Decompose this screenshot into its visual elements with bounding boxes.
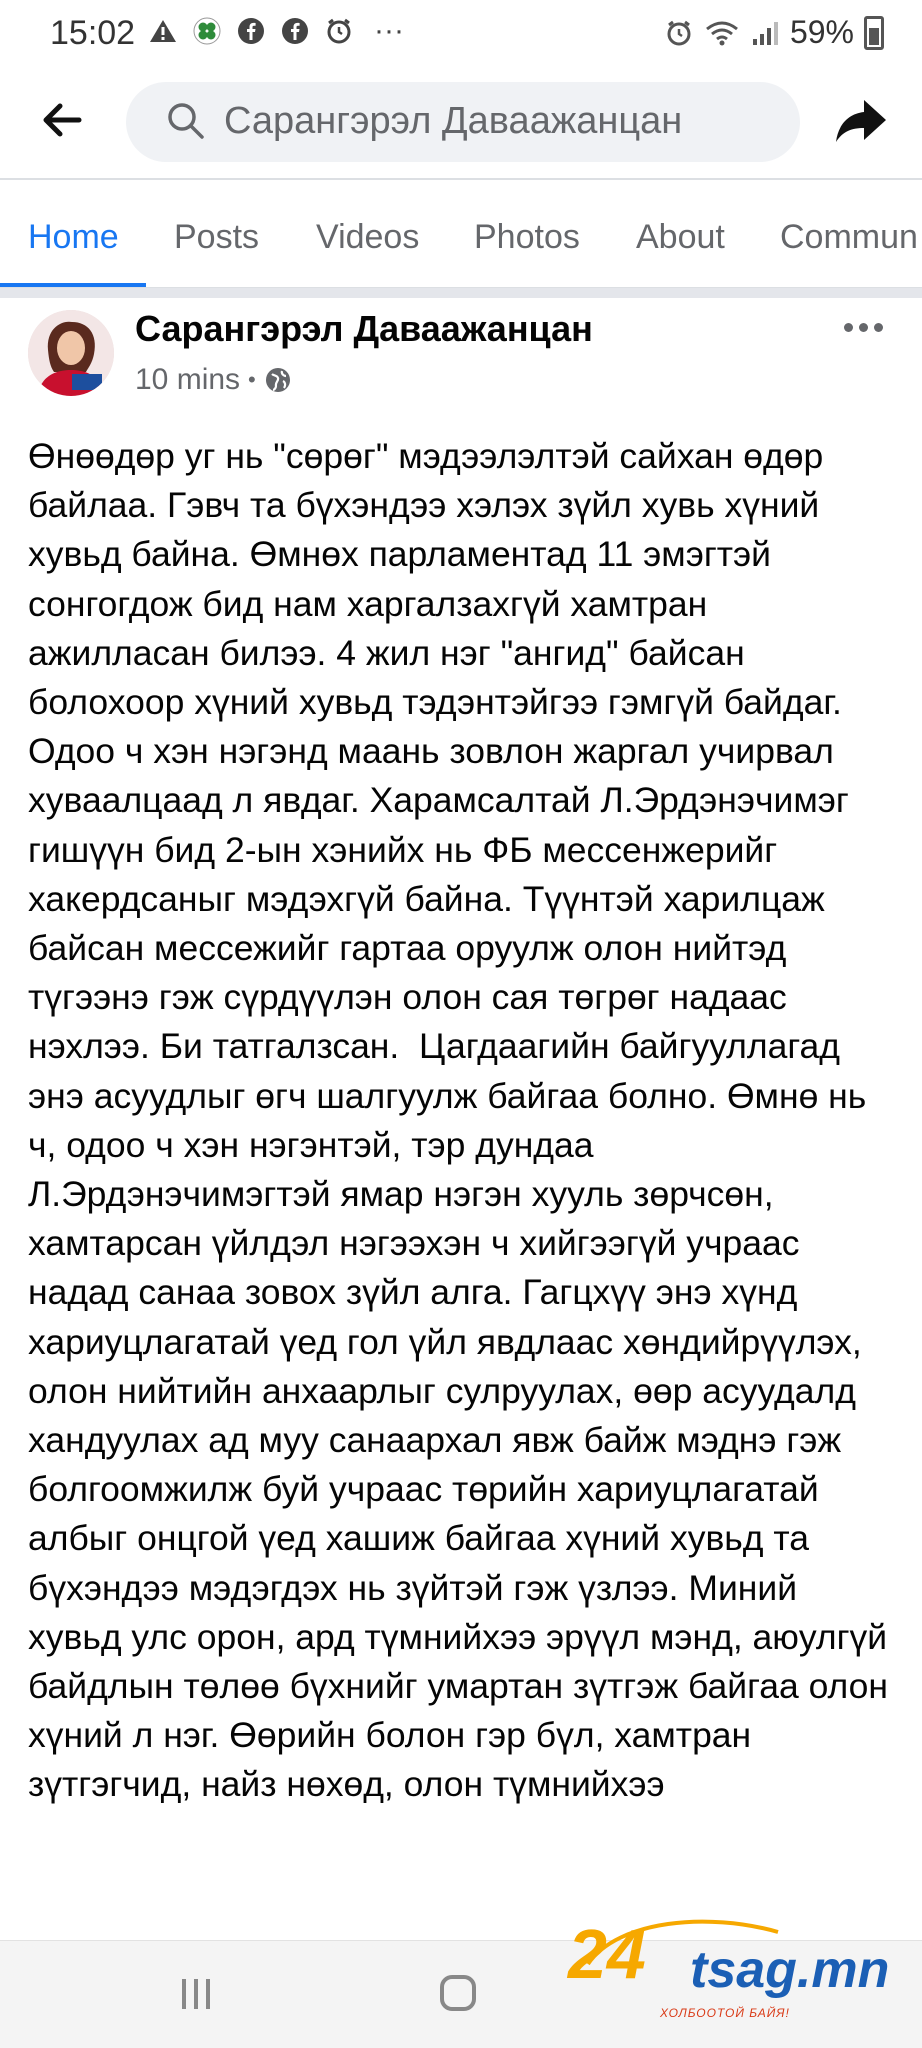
post-body <box>28 432 898 1950</box>
clover-app-icon <box>192 14 222 48</box>
alarm-icon <box>324 14 354 48</box>
watermark-logo <box>558 1912 888 2032</box>
tab-community[interactable]: Commun <box>780 218 918 256</box>
tab-about[interactable]: About <box>636 218 725 256</box>
post-meta <box>135 363 292 397</box>
system-icons <box>664 14 884 51</box>
share-arrow-icon <box>834 98 888 146</box>
facebook-icon <box>280 14 310 48</box>
more-dot <box>874 323 883 332</box>
more-notifications: ··· <box>374 14 404 47</box>
post-author[interactable]: Сарангэрэл Даваажанцан <box>135 308 593 349</box>
tab-photos[interactable]: Photos <box>474 218 580 256</box>
avatar[interactable] <box>28 310 114 396</box>
tab-home[interactable]: Home <box>28 218 119 256</box>
share-button[interactable] <box>834 98 888 146</box>
meta-separator: • <box>248 367 256 392</box>
wifi-icon <box>704 16 740 50</box>
search-input[interactable] <box>126 82 800 162</box>
status-bar <box>0 0 922 70</box>
recent-apps-button[interactable] <box>182 1979 222 2013</box>
page-tabs <box>0 182 922 288</box>
active-tab-indicator <box>0 283 146 287</box>
tab-posts[interactable]: Posts <box>174 218 260 256</box>
battery-percent: 59% <box>789 14 854 50</box>
home-button[interactable] <box>440 1975 476 2011</box>
more-dot <box>844 323 853 332</box>
more-dot <box>859 323 868 332</box>
post-time[interactable]: 10 mins <box>135 363 241 396</box>
watermark-tagline: ХОЛБООТОЙ БАЙЯ! <box>660 2006 790 2020</box>
warning-icon <box>148 14 178 48</box>
notification-icons <box>148 14 404 48</box>
watermark-number: 24 <box>568 1915 646 1993</box>
post-options-button[interactable] <box>838 312 888 342</box>
battery-icon <box>864 16 884 50</box>
tab-videos[interactable]: Videos <box>316 218 420 256</box>
search-header <box>0 70 922 180</box>
post-header <box>0 298 922 418</box>
back-button[interactable] <box>40 98 84 142</box>
signal-icon <box>750 16 780 50</box>
alarm-icon <box>664 16 694 50</box>
search-query: Сарангэрэл Даваажанцан <box>224 100 683 142</box>
section-divider <box>0 288 922 298</box>
status-time: 15:02 <box>50 14 136 52</box>
facebook-icon <box>236 14 266 48</box>
arrow-left-icon <box>42 102 82 138</box>
search-icon <box>166 101 206 141</box>
globe-icon <box>264 366 292 394</box>
post-text: Өнөөдөр уг нь "сөрөг" мэдээлэлтэй сайхан өдөр байлаа. Гэвч та бүхэндээ хэлэх зүйл хувь хүний хувьд байна. Өмнөх парламентад 11 эмэгтэй сонгогдож бид нам харгалзахгүй хамтран ажилласан билээ. 4 жил нэг "ангид" байсан болохоор хүний хувьд тэдэнтэйгээ гэмгүй байдаг. Одоо ч хэн нэгэнд маань зовлон жаргал учирвал хуваалцаад л явдаг. Харамсалтай Л.Эрдэнэчимэг гишүүн бид 2-ын хэнийх нь ФБ мессенжерийг хакердсаныг мэдэхгүй байна. Түүнтэй харилцаж байсан мессежийг гартаа оруулж олон нийтэд түгээнэ гэж сүрдүүлэн олон сая төгрөг надаас нэхлээ. Би татгалзсан. Цагдаагийн байгууллагад энэ асуудлыг өгч шалгуулж байгаа болно. Өмнө нь ч, одоо ч хэн нэгэнтэй, тэр дундаа Л.Эрдэнэчимэгтэй ямар нэгэн хууль зөрчсөн, хамтарсан үйлдэл нэгээхэн ч хийгээгүй учраас надад санаа зовох зүйл алга. Гагцхүү энэ хүнд хариуцлагатай үед гол үйл явдлаас хөндийрүүлэх, олон нийтийн анхаарлыг сулруулах, өөр асуудалд хандуулах ад муу санаархал явж байж мэднэ гэж болгоомжилж буй учраас төрийн хариуцлагатай албыг онцгой үед хашиж байгаа хүний хувьд та бүхэндээ мэдэгдэх нь зүйтэй гэж үзлээ. Миний хувьд улс орон, ард түмнийхээ эрүүл мэнд, аюулгүй байдлын төлөө бүхнийг умартан зүтгэж байгаа олон хүний л нэг. Өөрийн болон гэр бүл, хамтран зүтгэгчид, найз нөхөд, олон түмнийхээ <box>28 436 898 1805</box>
watermark-site: tsag.mn <box>690 1941 890 1999</box>
